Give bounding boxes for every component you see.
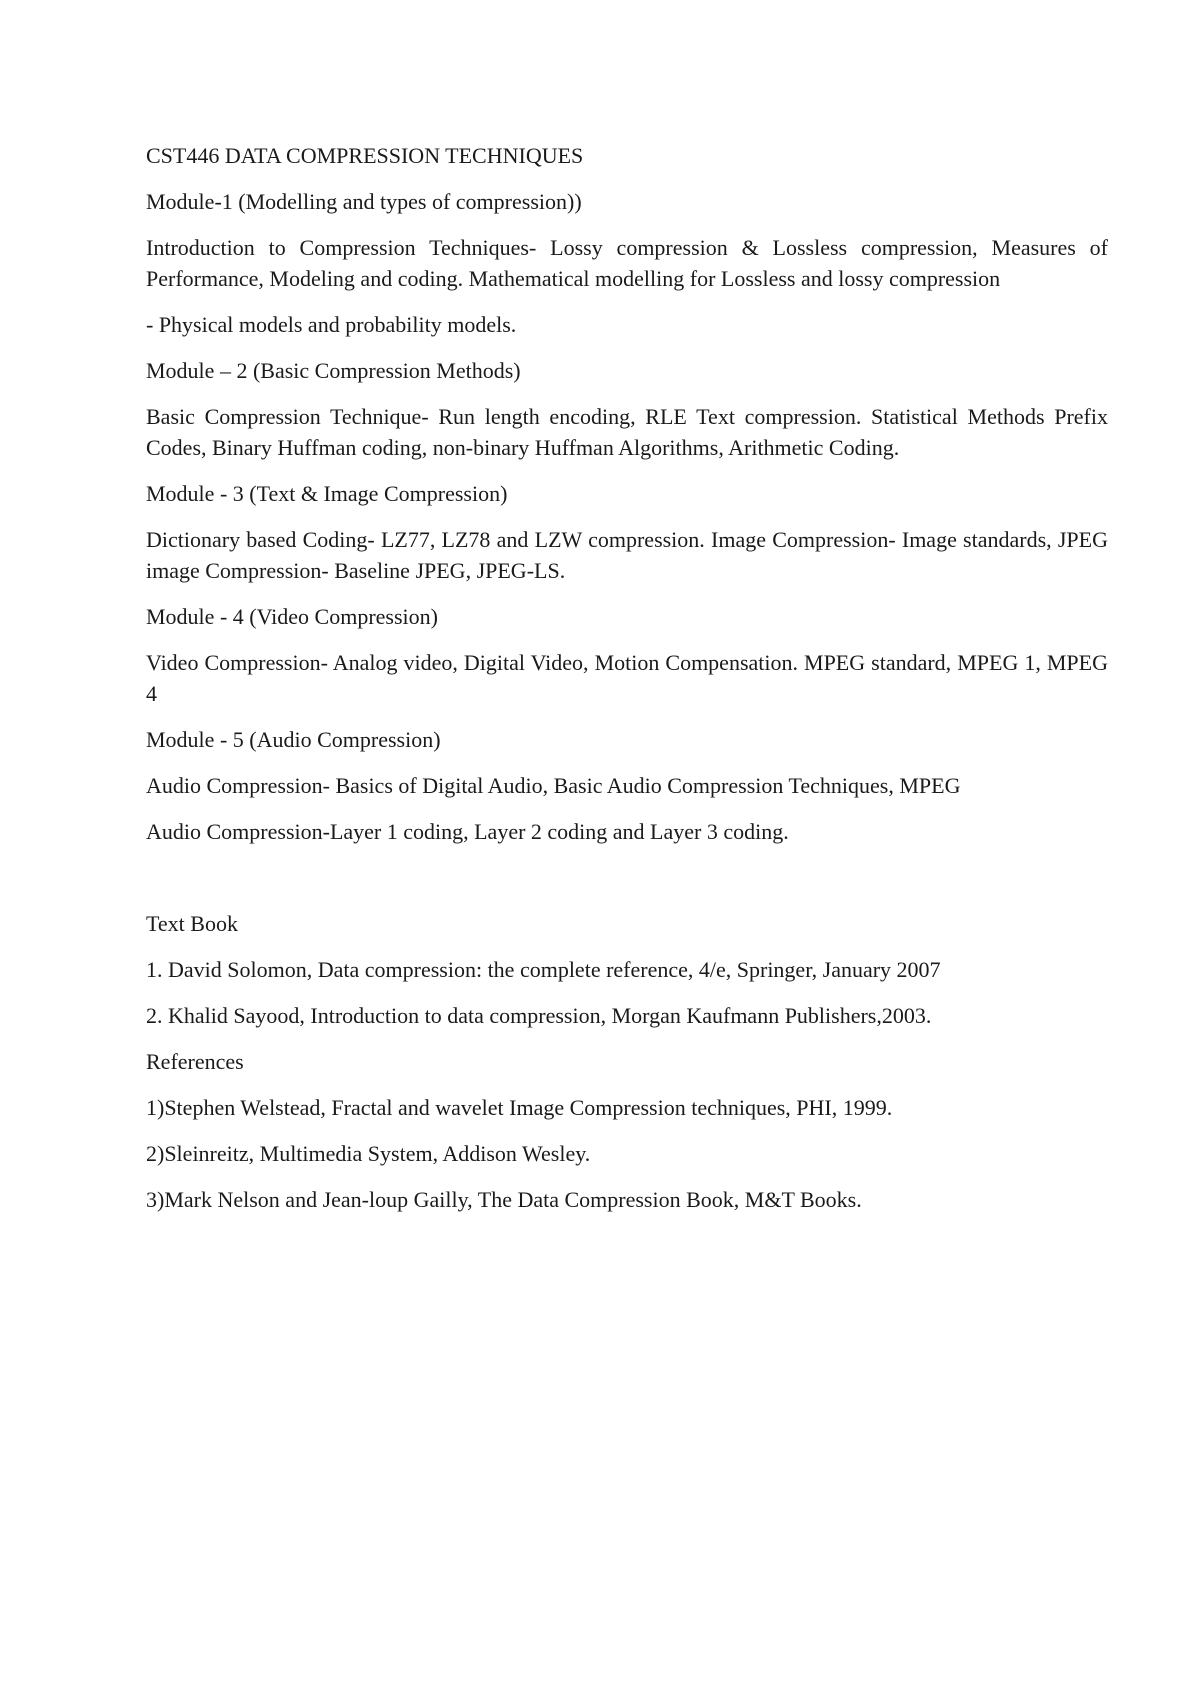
module-4-heading: Module - 4 (Video Compression) [146, 604, 438, 629]
reference-item-2: 2)Sleinreitz, Multimedia System, Addison Wesley. [146, 1141, 591, 1166]
module-3-heading: Module - 3 (Text & Image Compression) [146, 481, 508, 506]
module-5-heading: Module - 5 (Audio Compression) [146, 727, 441, 752]
module-2-body: Basic Compression Technique- Run length encoding, RLE Text compression. Statistical Methods Prefix Codes, Binary Huffman coding, non-binary Huffman Algorithms, Arithmetic Coding. [146, 404, 1108, 460]
document-title: CST446 DATA COMPRESSION TECHNIQUES [146, 143, 584, 168]
document-page [146, 140, 1108, 1230]
textbook-item-1: 1. David Solomon, Data compression: the complete reference, 4/e, Springer, January 2007 [146, 957, 941, 982]
textbook-item-2: 2. Khalid Sayood, Introduction to data compression, Morgan Kaufmann Publishers,2003. [146, 1003, 932, 1028]
section-spacer [146, 862, 1108, 908]
module-1-body: Introduction to Compression Techniques- Lossy compression & Lossless compression, Measures of Performance, Modeling and coding. Mathematical modelling for Lossless and lossy compression [146, 235, 1108, 291]
module-1-body-continued: - Physical models and probability models. [146, 312, 517, 337]
module-5-body: Audio Compression- Basics of Digital Audio, Basic Audio Compression Techniques, MPEG [146, 773, 961, 798]
module-4-body: Video Compression- Analog video, Digital Video, Motion Compensation. MPEG standard, MPEG 1, MPEG 4 [146, 650, 1108, 706]
textbook-heading: Text Book [146, 911, 238, 936]
module-5-body-continued: Audio Compression-Layer 1 coding, Layer 2 coding and Layer 3 coding. [146, 819, 789, 844]
module-1-heading: Module-1 (Modelling and types of compression)) [146, 189, 582, 214]
reference-item-3: 3)Mark Nelson and Jean-loup Gailly, The Data Compression Book, M&T Books. [146, 1187, 862, 1212]
references-heading: References [146, 1049, 244, 1074]
module-2-heading: Module – 2 (Basic Compression Methods) [146, 358, 521, 383]
reference-item-1: 1)Stephen Welstead, Fractal and wavelet Image Compression techniques, PHI, 1999. [146, 1095, 893, 1120]
module-3-body: Dictionary based Coding- LZ77, LZ78 and LZW compression. Image Compression- Image standards, JPEG image Compression- Baseline JPEG, JPEG-LS. [146, 527, 1108, 583]
